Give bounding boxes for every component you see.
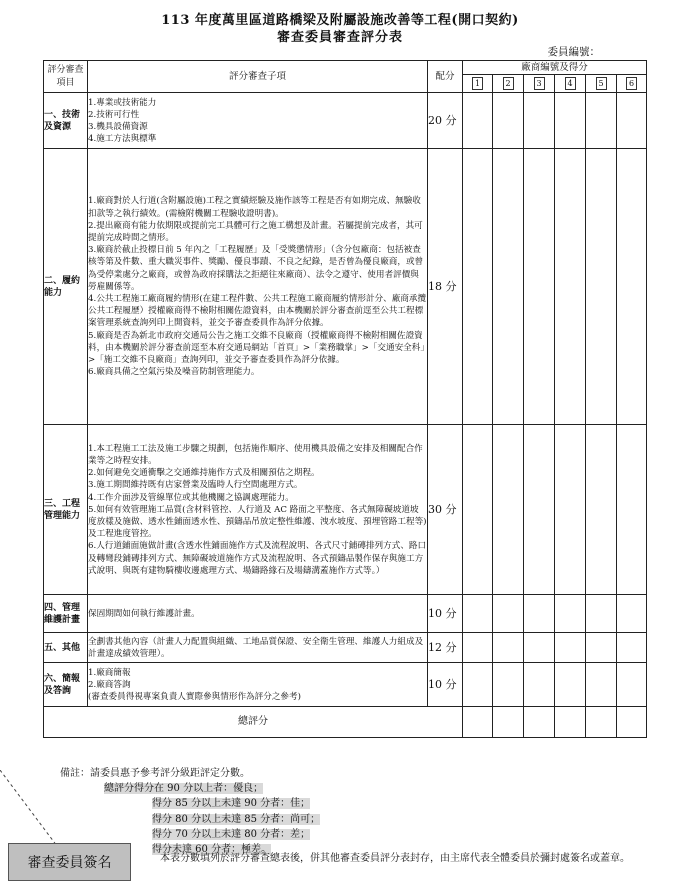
points: 30 分 (428, 425, 463, 595)
vendor-number-1: 1 (463, 75, 493, 93)
sub-item: 1.專業或技術能力 (88, 97, 157, 108)
vendor-score-cell[interactable] (524, 149, 555, 425)
sub-items (88, 633, 428, 663)
vendor-score-cell[interactable] (524, 633, 555, 663)
vendor-number-5: 5 (586, 75, 617, 93)
vendor-number-3: 3 (524, 75, 555, 93)
sub-item: 5.廠商是否為新北市政府交通局公告之施工交維不良廠商（授權廠商得不檢附相關佐證資料，由本機關於評分審查前逕至本府交通局網站「首頁」>「業務職掌」>「交通安全科」>「施工交維不良廠商」查詢列印，並交予審查委員作為評分依據。 (88, 330, 425, 366)
sub-item: 2.如何避免交通衝擊之交通維持施作方式及相關預估之期程。 (88, 468, 320, 479)
category-maintenance-plan: 四、管理維護計畫 (44, 595, 88, 633)
vendor-score-cell[interactable] (586, 633, 617, 663)
vendor-score-cell[interactable] (617, 425, 647, 595)
grade-line-4: 得分 70 分以上未達 80 分者：差； (152, 828, 311, 840)
table-row (44, 595, 647, 633)
vendor-score-cell[interactable] (463, 93, 493, 149)
col-header-item: 評分審查項目 (44, 61, 88, 93)
notes-lead: 備註：請委員惠予參考評分級距評定分數。 (60, 768, 250, 779)
sub-item: 4.公共工程施工廠商履約情形(在建工程件數、公共工程施工廠商履約情形計分、廠商承攬公共工程履歷）授權廠商得不檢附相關佐證資料，由本機關於評分審查前逕至公共工程標案管理系統查詢列印上開資料，並交予審查委員作為評分依據。 (88, 294, 427, 329)
vendor-score-cell[interactable] (586, 93, 617, 149)
vendor-score-cell[interactable] (617, 149, 647, 425)
col-header-vendors: 廠商編號及得分 (463, 61, 647, 75)
category-performance-ability: 二、履約能力 (44, 149, 88, 425)
col-header-sub: 評分審查子項 (88, 61, 428, 93)
vendor-number-4: 4 (555, 75, 586, 93)
sub-items (88, 149, 428, 425)
vendor-score-cell[interactable] (586, 595, 617, 633)
total-score-cell[interactable] (463, 707, 493, 738)
vendor-score-cell[interactable] (586, 149, 617, 425)
total-score-cell[interactable] (555, 707, 586, 738)
vendor-score-cell[interactable] (524, 93, 555, 149)
col-header-points: 配分 (428, 61, 463, 93)
sub-item: 3.廠商於截止投標日前 5 年內之「工程履歷」及「受獎懲情形」（含分包廠商：包括被查核等第及件數、重大職災事件、獎勵、優良事蹟、不良之紀錄，是否曾為優良廠商，或曾為受停業處分之廠商，或曾為政府採購法之拒絕往來廠商）、法令之遵守、使用者評價與勞雇關係等。 (88, 245, 424, 292)
table-row (44, 425, 647, 595)
grade-line-5: 得分未達 60 分者：極差。 (152, 844, 272, 856)
vendor-score-cell[interactable] (493, 633, 524, 663)
table-row (44, 93, 647, 149)
sub-item: 2.提出廠商有能力依期限或提前完工具體可行之施工構想及計畫。若屬提前完成者，其可提前完成時間之情形。 (88, 220, 423, 244)
vendor-score-cell[interactable] (555, 663, 586, 707)
vendor-score-cell[interactable] (493, 425, 524, 595)
grade-line-2: 得分 85 分以上未達 90 分者：佳； (152, 798, 311, 810)
member-number-label: 委員編號： (547, 46, 600, 58)
sub-item: 6.人行道鋪面施做計畫(含透水性鋪面施作方式及流程說明、各式尺寸鋪磚排列方式、路口及轉彎段鋪磚排列方式、無障礙坡道施作方式及流程說明、各式預鑄品製作保存與施工方式說明、與既有建物騎樓收邊處理方式、場鑄路緣石及場鑄溝蓋施作方式等。） (88, 541, 427, 576)
vendor-score-cell[interactable] (463, 633, 493, 663)
sub-items (88, 663, 428, 707)
category-project-management: 三、工程管理能力 (44, 425, 88, 595)
points: 12 分 (428, 633, 463, 663)
vendor-score-cell[interactable] (586, 425, 617, 595)
vendor-score-cell[interactable] (617, 93, 647, 149)
vendor-score-cell[interactable] (586, 663, 617, 707)
vendor-score-cell[interactable] (524, 425, 555, 595)
document-title: 113 年度萬里區道路橋梁及附屬設施改善等工程(開口契約) (161, 13, 519, 28)
vendor-score-cell[interactable] (463, 425, 493, 595)
sub-item: 6.廠商具備之空氣污染及噪音防制管理能力。 (88, 367, 260, 378)
category-briefing-qa: 六、簡報及答詢 (44, 663, 88, 707)
points: 10 分 (428, 595, 463, 633)
notes (60, 766, 660, 857)
points: 10 分 (428, 663, 463, 707)
vendor-score-cell[interactable] (493, 595, 524, 633)
vendor-score-cell[interactable] (524, 663, 555, 707)
vendor-score-cell[interactable] (617, 595, 647, 633)
sub-item: 全劃書其他內容（計畫人力配置與組織、工地品質保證、安全衛生管理、維護人力組成及計畫達成績效管理）。 (88, 636, 424, 659)
vendor-score-cell[interactable] (493, 93, 524, 149)
sub-item: 2.技術可行性 (88, 109, 140, 120)
total-label: 總評分 (44, 707, 463, 738)
grade-line-3: 得分 80 分以上未達 85 分者：尚可； (152, 813, 321, 825)
vendor-score-cell[interactable] (493, 149, 524, 425)
scoring-table (43, 60, 647, 738)
sub-item: 3.施工期間維持既有店家營業及臨時人行空間處理方式。 (88, 480, 303, 491)
category-other: 五、其他 (44, 633, 88, 663)
table-row (44, 149, 647, 425)
sub-item: 1.廠商對於人行道(含附屬設施)工程之實績經驗及施作該等工程是否有如期完成、無驗收扣款等之執行績效。(需檢附機關工程驗收證明書)。 (88, 196, 421, 219)
vendor-score-cell[interactable] (555, 633, 586, 663)
vendor-score-cell[interactable] (555, 425, 586, 595)
points: 18 分 (428, 149, 463, 425)
vendor-score-cell[interactable] (555, 93, 586, 149)
sub-items (88, 93, 428, 149)
vendor-score-cell[interactable] (617, 633, 647, 663)
vendor-score-cell[interactable] (617, 663, 647, 707)
sub-item: 2.廠商答詢 (88, 679, 131, 690)
vendor-score-cell[interactable] (493, 663, 524, 707)
vendor-number-2: 2 (493, 75, 524, 93)
total-score-cell[interactable] (524, 707, 555, 738)
vendor-score-cell[interactable] (555, 149, 586, 425)
vendor-number-6: 6 (617, 75, 647, 93)
total-score-cell[interactable] (617, 707, 647, 738)
sub-item: 保固期間如何執行維護計畫。 (88, 608, 200, 619)
vendor-score-cell[interactable] (524, 595, 555, 633)
category-technology-resources: 一、技術及資源 (44, 93, 88, 149)
sub-items (88, 595, 428, 633)
sub-item: 1.廠商簡報 (88, 667, 131, 678)
total-score-cell[interactable] (493, 707, 524, 738)
vendor-score-cell[interactable] (463, 149, 493, 425)
vendor-score-cell[interactable] (555, 595, 586, 633)
signature-box[interactable]: 審查委員簽名 (8, 843, 131, 881)
sub-item: 4.施工方法與標準 (88, 134, 157, 145)
sub-item: 1.本工程施工工法及施工步驟之規劃，包括施作順序、使用機具設備之安排及相關配合作業等之時程安排。 (88, 443, 423, 467)
vendor-score-cell[interactable] (463, 595, 493, 633)
document-subtitle: 審查委員審查評分表 (276, 30, 403, 45)
grade-line-1: 總評分得分在 90 分以上者：優良； (104, 783, 264, 795)
vendor-score-cell[interactable] (463, 663, 493, 707)
header-row-1 (44, 61, 647, 75)
sub-item: (審查委員得視專案負責人實際參與情形作為評分之參考) (88, 692, 301, 703)
table-row (44, 633, 647, 663)
footnote: 本表分數填列於評分審查總表後，併其他審查委員評分表封存，由主席代表全體委員於彌封處簽名或蓋章。 (160, 853, 630, 864)
table-row (44, 663, 647, 707)
table-body (44, 93, 647, 707)
total-row (44, 707, 647, 738)
sub-items (88, 425, 428, 595)
total-score-cell[interactable] (586, 707, 617, 738)
sub-item: 3.機具設備資源 (88, 121, 148, 132)
points: 20 分 (428, 93, 463, 149)
sub-item: 5.如何有效管理施工品質(含材料管控、人行道及 AC 路面之平整度、各式無障礙坡道坡度放樣及施做、透水性鋪面透水性、預鑄品吊放定整性維護、洩水坡度、預埋管路工程等)及工程進度管控。 (88, 504, 427, 540)
sub-item: 4.工作介面涉及管線單位或其他機關之協調處理能力。 (88, 492, 294, 503)
